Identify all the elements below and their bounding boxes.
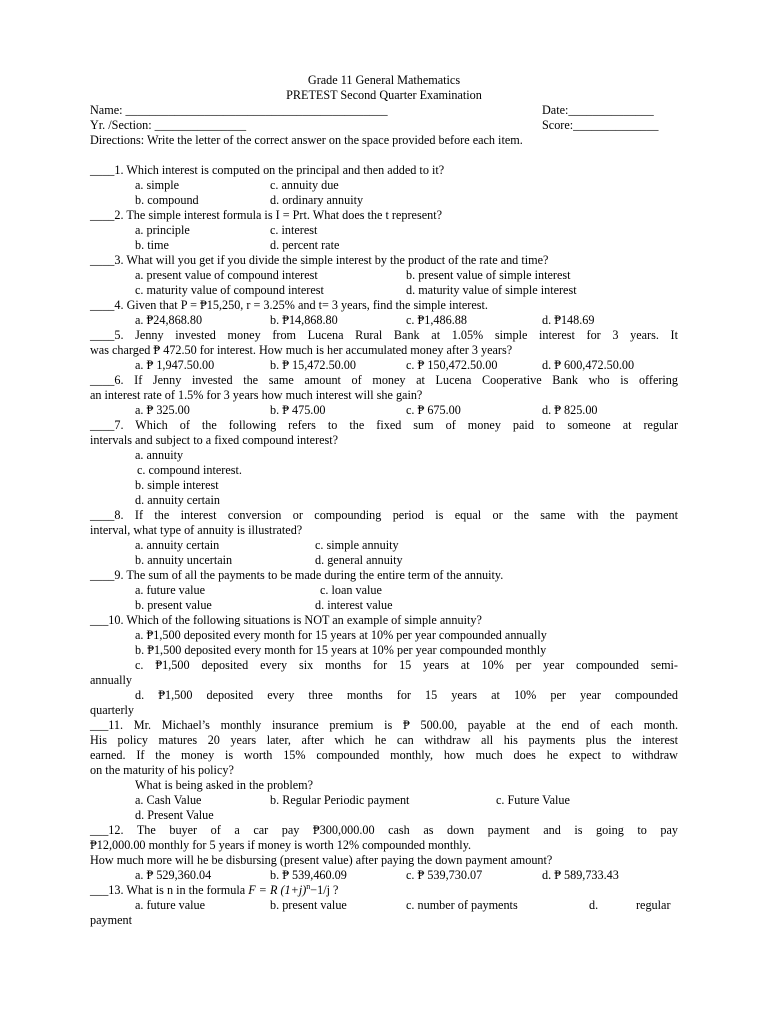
option: b. ₱1,500 deposited every month for 15 years at 10% per year compounded monthly <box>135 643 547 657</box>
question-7: ____7. Which of the following refers to the fixed sum of money paid to someone at regular <box>90 418 678 432</box>
formula: F = R (1+j) <box>248 883 307 897</box>
question-13-text: ___13. What is n in the formula <box>90 883 249 897</box>
option: b. present value of simple interest <box>406 268 571 282</box>
exam-subtitle: PRETEST Second Quarter Examination <box>286 88 482 102</box>
option: b. ₱14,868.80 <box>270 313 338 327</box>
option: d. maturity value of simple interest <box>406 283 577 297</box>
option: c. ₱1,500 deposited every six months for 15 years at 10% per year compounded semi- <box>135 658 678 672</box>
option: b. present value <box>270 898 347 912</box>
option: b. Regular Periodic payment <box>270 793 410 807</box>
option: c. interest <box>270 223 318 237</box>
directions: Directions: Write the letter of the correct answer on the space provided before each item. <box>90 133 523 147</box>
question-13 <box>90 883 678 898</box>
exam-title: Grade 11 General Mathematics <box>307 73 461 87</box>
option: d. ₱ 600,472.50.00 <box>542 358 635 372</box>
option: c. ₱ 675.00 <box>406 403 461 417</box>
option: a. present value of compound interest <box>135 268 318 282</box>
option: d. general annuity <box>315 553 403 567</box>
option: a. ₱1,500 deposited every month for 15 years at 10% per year compounded annually <box>135 628 547 642</box>
question-5: ____5. Jenny invested money from Lucena Rural Bank at 1.05% simple interest for 3 years. It <box>90 328 678 342</box>
question-8-cont: interval, what type of annuity is illustrated? <box>90 523 303 537</box>
question-11-cont: earned. If the money is worth 15% compounded monthly, how much does he expect to withdraw <box>90 748 678 762</box>
option: b. ₱ 475.00 <box>270 403 326 417</box>
question-7-cont: intervals and subject to a fixed compound interest? <box>90 433 339 447</box>
question-11-cont: His policy matures 20 years later, after which he can withdraw all his payments plus the interest <box>90 733 678 747</box>
question-6-cont: an interest rate of 1.5% for 3 years how much interest will she gain? <box>90 388 423 402</box>
question-9: ____9. The sum of all the payments to be made during the entire term of the annuity. <box>90 568 504 582</box>
section-field: Yr. /Section: _______________ <box>90 118 247 132</box>
option: d. percent rate <box>270 238 340 252</box>
option: b. time <box>135 238 169 252</box>
option: a. ₱ 529,360.04 <box>135 868 212 882</box>
score-field: Score:______________ <box>542 118 659 132</box>
question-12-cont: How much more will he be disbursing (present value) after paying the down payment amount? <box>90 853 553 867</box>
option: d. ordinary annuity <box>270 193 364 207</box>
question-11: ___11. Mr. Michael’s monthly insurance premium is ₱ 500.00, payable at the end of each month. <box>90 718 678 732</box>
option: d. ₱1,500 deposited every three months for 15 years at 10% per year compounded <box>135 688 678 702</box>
question-12: ___12. The buyer of a car pay ₱300,000.00 cash as down payment and is going to pay <box>90 823 678 837</box>
option: a. ₱24,868.80 <box>135 313 203 327</box>
option: a. principle <box>135 223 190 237</box>
section-score-row <box>90 118 678 133</box>
option: a. simple <box>135 178 180 192</box>
question-8: ____8. If the interest conversion or compounding period is equal or the same with the payment <box>90 508 678 522</box>
option: a. ₱ 1,947.50.00 <box>135 358 215 372</box>
option: c. Future Value <box>496 793 570 807</box>
question-3: ____3. What will you get if you divide the simple interest by the product of the rate and time? <box>90 253 549 267</box>
formula-tail: −1/j ? <box>310 883 339 897</box>
option: d. ₱148.69 <box>542 313 595 327</box>
option-cont: quarterly <box>90 703 134 717</box>
question-1: ____1. Which interest is computed on the principal and then added to it? <box>90 163 445 177</box>
option: d. ₱ 589,733.43 <box>542 868 619 882</box>
option-cont: payment <box>90 913 132 927</box>
formula-exponent: n <box>306 881 311 891</box>
question-5-cont: was charged ₱ 472.50 for interest. How much is her accumulated money after 3 years? <box>90 343 513 357</box>
option: b. compound <box>135 193 199 207</box>
option: b. present value <box>135 598 212 612</box>
option: c. annuity due <box>270 178 339 192</box>
question-10: ___10. Which of the following situations is NOT an example of simple annuity? <box>90 613 482 627</box>
question-11-cont: on the maturity of his policy? <box>90 763 234 777</box>
option: d. ₱ 825.00 <box>542 403 598 417</box>
option: a. future value <box>135 898 206 912</box>
option: a. Cash Value <box>135 793 202 807</box>
option: c. simple annuity <box>315 538 399 552</box>
question-12-cont: ₱12,000.00 monthly for 5 years if money is worth 12% compounded monthly. <box>90 838 472 852</box>
option: c. ₱1,486.88 <box>406 313 467 327</box>
option: c. maturity value of compound interest <box>135 283 324 297</box>
option: b. annuity uncertain <box>135 553 233 567</box>
option: d. interest value <box>315 598 393 612</box>
question-2: ____2. The simple interest formula is I = Prt. What does the t represent? <box>90 208 442 222</box>
option: c. ₱ 539,730.07 <box>406 868 483 882</box>
question-4: ____4. Given that P = ₱15,250, r = 3.25% and t= 3 years, find the simple interest. <box>90 298 488 312</box>
option: d. annuity certain <box>135 493 220 507</box>
option: d. <box>589 898 599 912</box>
option: c. number of payments <box>406 898 518 912</box>
option: c. compound interest. <box>137 463 242 477</box>
name-date-row <box>90 103 678 118</box>
option: b. simple interest <box>135 478 219 492</box>
option: a. future value <box>135 583 206 597</box>
question-11-sub: What is being asked in the problem? <box>135 778 314 792</box>
option: a. annuity certain <box>135 538 220 552</box>
option: a. ₱ 325.00 <box>135 403 190 417</box>
option: b. ₱ 539,460.09 <box>270 868 347 882</box>
name-field: Name: ___________________________________________ <box>90 103 388 117</box>
option: a. annuity <box>135 448 184 462</box>
date-field: Date:______________ <box>542 103 654 117</box>
exam-content <box>90 0 678 928</box>
question-6: ____6. If Jenny invested the same amount of money at Lucena Cooperative Bank who is offering <box>90 373 678 387</box>
option-cont: annually <box>90 673 132 687</box>
option: c. loan value <box>320 583 382 597</box>
option: c. ₱ 150,472.50.00 <box>406 358 498 372</box>
option-cont: regular <box>636 898 671 912</box>
option: b. ₱ 15,472.50.00 <box>270 358 356 372</box>
option: d. Present Value <box>135 808 214 822</box>
